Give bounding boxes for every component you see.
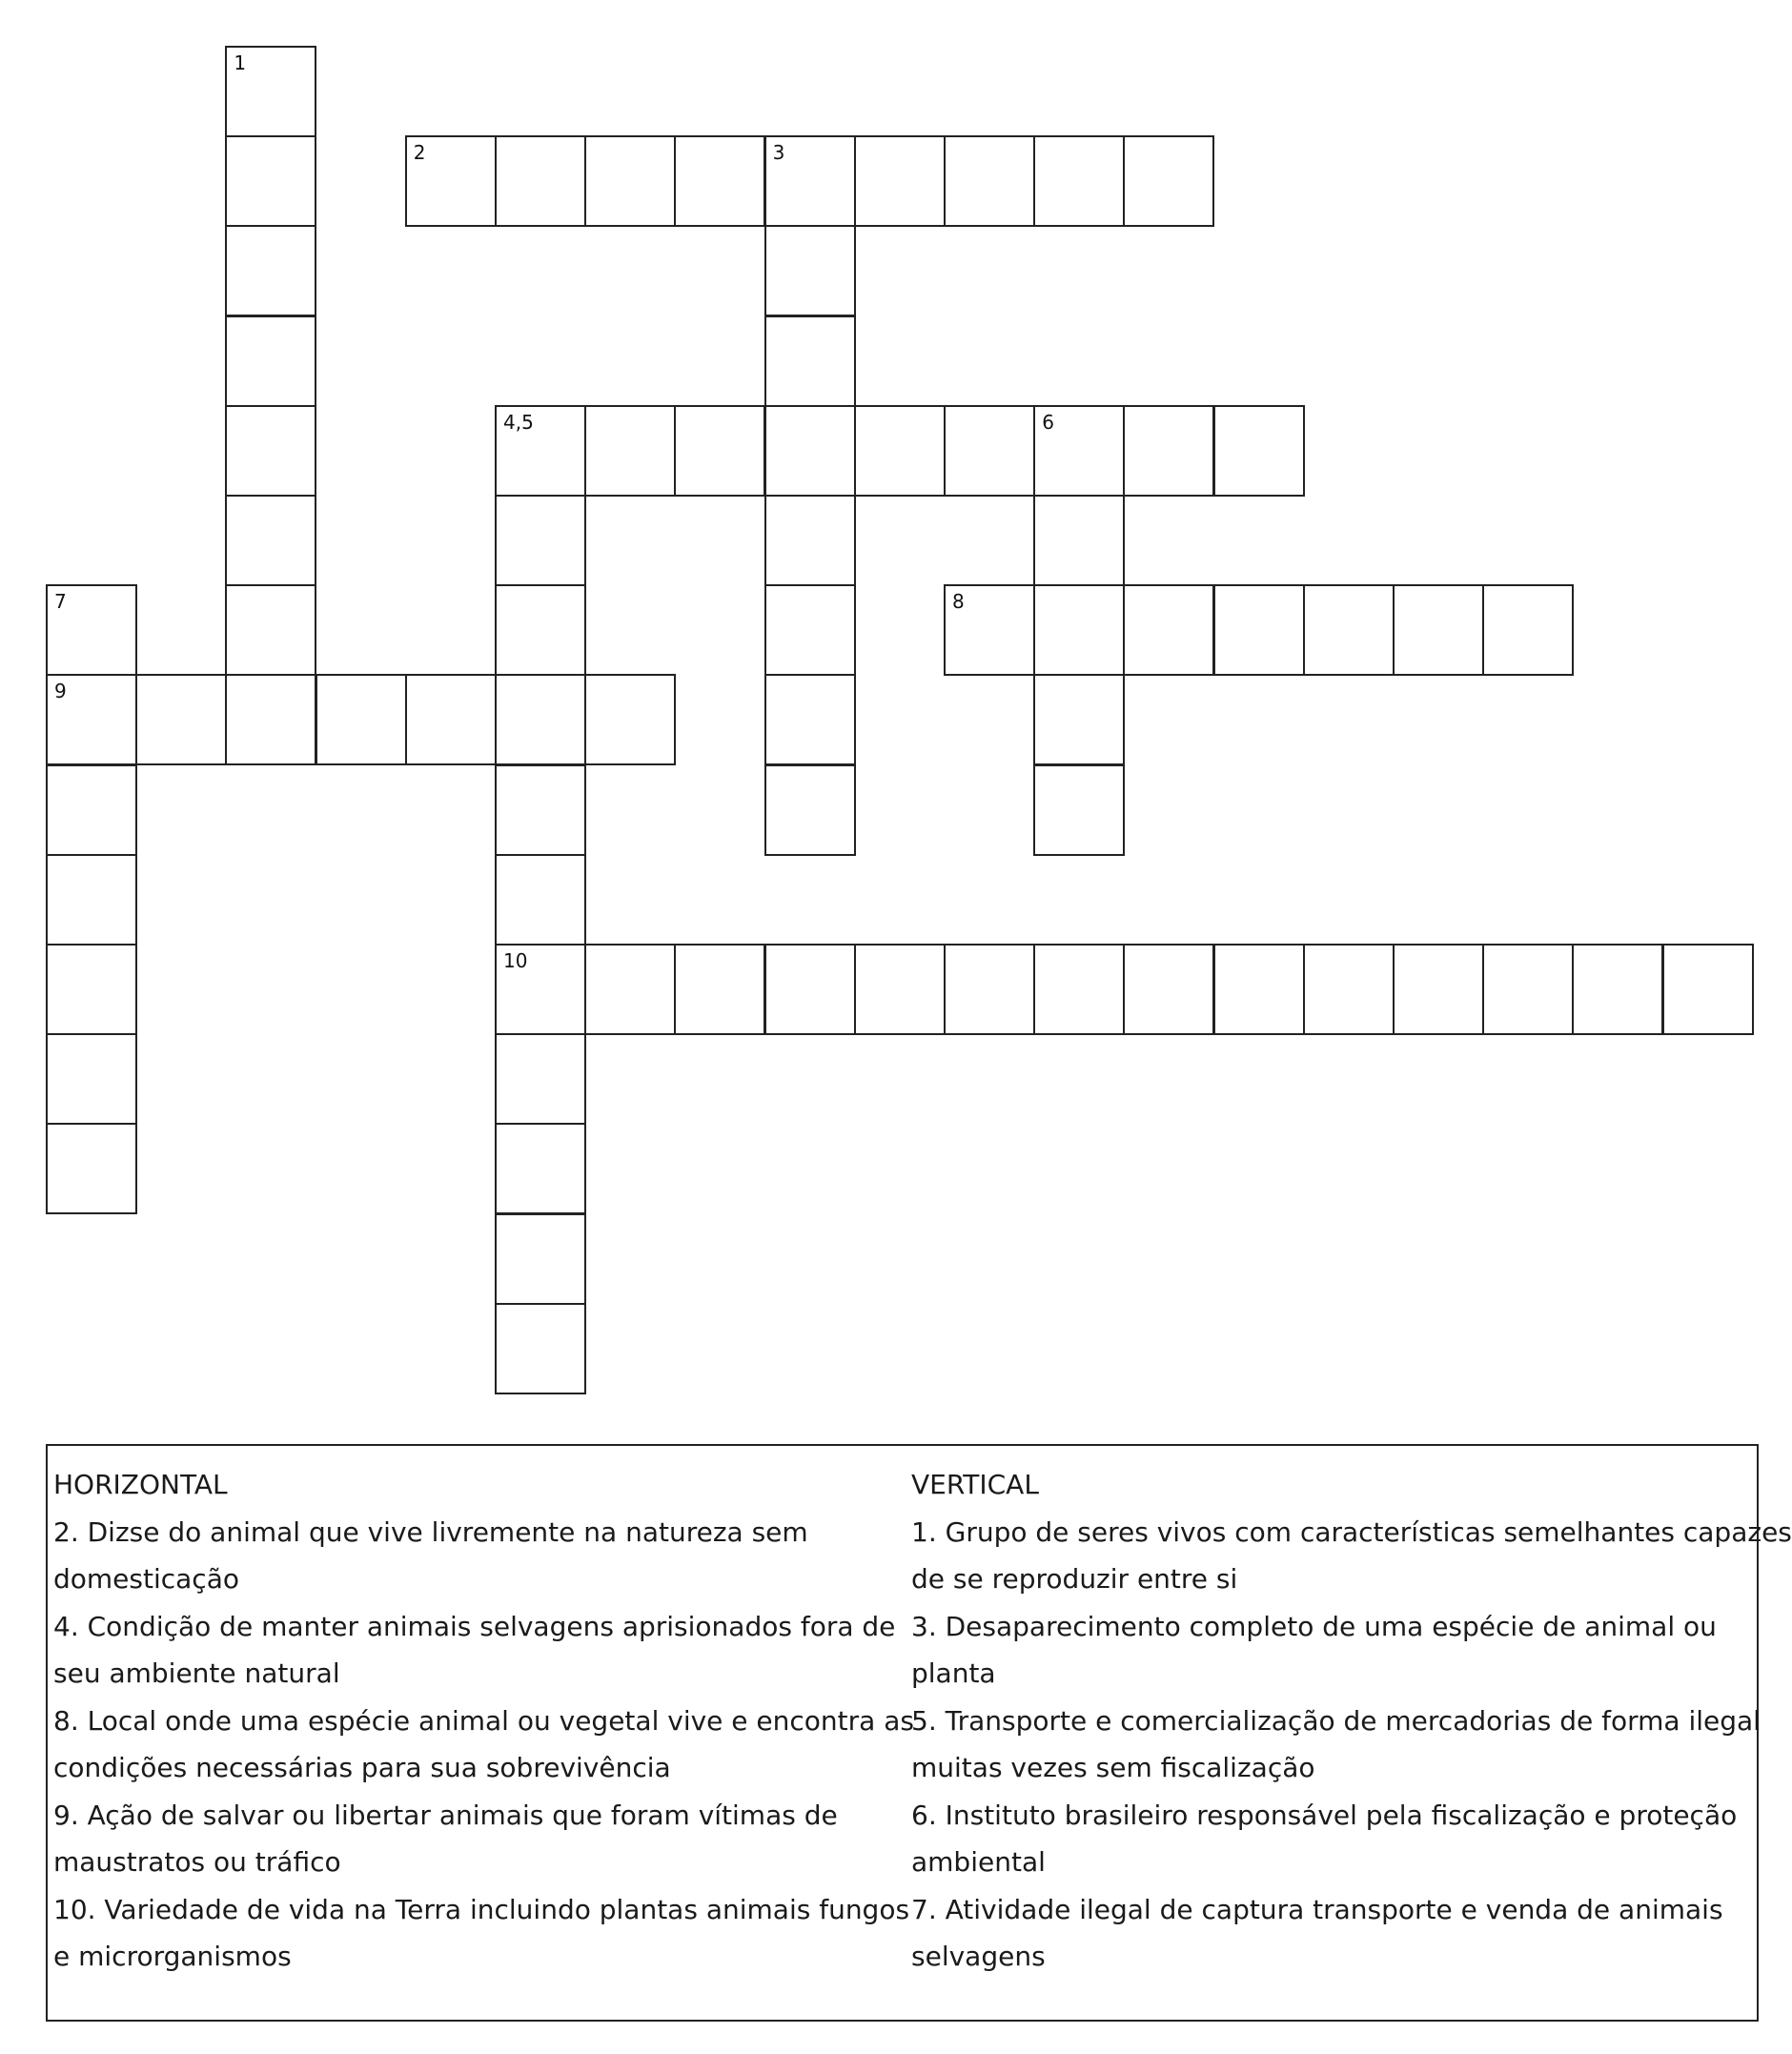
crossword-cell[interactable] xyxy=(1393,944,1484,1035)
crossword-cell[interactable] xyxy=(495,854,586,946)
crossword-cell[interactable] xyxy=(854,944,946,1035)
crossword-cell[interactable] xyxy=(1482,584,1574,676)
crossword-cell[interactable] xyxy=(764,944,856,1035)
clues-box xyxy=(46,1444,1792,2022)
crossword-cell[interactable] xyxy=(1393,584,1484,676)
clue-number: 8 xyxy=(952,590,965,614)
crossword-cell[interactable] xyxy=(225,495,316,586)
crossword-cell[interactable] xyxy=(1662,944,1754,1035)
crossword-cell[interactable] xyxy=(584,405,676,497)
crossword-cell[interactable] xyxy=(46,674,137,765)
crossword-cell[interactable] xyxy=(1213,944,1305,1035)
crossword-cell[interactable] xyxy=(764,135,856,227)
crossword-cell[interactable] xyxy=(1033,405,1125,497)
crossword-cell[interactable] xyxy=(764,584,856,676)
clue-number: 6 xyxy=(1042,410,1054,434)
crossword-cell[interactable] xyxy=(764,674,856,765)
crossword-cell[interactable] xyxy=(495,764,586,856)
clue-number: 2 xyxy=(413,141,426,165)
crossword-cell[interactable] xyxy=(1123,135,1214,227)
crossword-cell[interactable] xyxy=(495,584,586,676)
clue-number: 4,5 xyxy=(503,410,534,434)
clue-line: 1. Grupo de seres vivos com características semelhantes capazes xyxy=(911,1515,1792,1548)
crossword-cell[interactable] xyxy=(46,854,137,946)
crossword-cell[interactable] xyxy=(316,674,407,765)
horizontal-clues xyxy=(53,1461,914,1981)
clue-number: 9 xyxy=(54,680,67,703)
crossword-cell[interactable] xyxy=(225,46,316,137)
crossword-cell[interactable] xyxy=(1572,944,1663,1035)
clue-line: 5. Transporte e comercialização de mercadorias de forma ilegal xyxy=(911,1704,1761,1737)
crossword-cell[interactable] xyxy=(764,764,856,856)
crossword-cell[interactable] xyxy=(1033,674,1125,765)
crossword-cell[interactable] xyxy=(854,135,946,227)
crossword-cell[interactable] xyxy=(495,405,586,497)
crossword-cell[interactable] xyxy=(764,495,856,586)
clue-line: e microrganismos xyxy=(53,1941,292,1972)
crossword-cell[interactable] xyxy=(495,1123,586,1214)
crossword-cell[interactable] xyxy=(764,225,856,316)
crossword-cell[interactable] xyxy=(674,135,765,227)
clue-number: 3 xyxy=(772,141,785,165)
crossword-cell[interactable] xyxy=(225,225,316,316)
clue-line: 9. Ação de salvar ou libertar animais que foram vítimas de xyxy=(53,1799,838,1831)
crossword-cell[interactable] xyxy=(764,405,856,497)
crossword-cell[interactable] xyxy=(944,944,1035,1035)
crossword-cell[interactable] xyxy=(495,944,586,1035)
crossword-cell[interactable] xyxy=(405,674,497,765)
clue-line: 4. Condição de manter animais selvagens aprisionados fora de xyxy=(53,1610,896,1642)
clue-line: planta xyxy=(911,1657,996,1689)
clue-number: 7 xyxy=(54,590,67,614)
crossword-cell[interactable] xyxy=(46,1123,137,1214)
crossword-cell[interactable] xyxy=(225,315,316,407)
crossword-cell[interactable] xyxy=(225,135,316,227)
crossword-cell[interactable] xyxy=(584,135,676,227)
clue-line: muitas vezes sem fiscalização xyxy=(911,1752,1315,1783)
crossword-cell[interactable] xyxy=(495,1213,586,1305)
crossword-cell[interactable] xyxy=(944,584,1035,676)
clue-line: 7. Atividade ilegal de captura transporte e venda de animais xyxy=(911,1893,1723,1925)
crossword-cell[interactable] xyxy=(584,944,676,1035)
crossword-cell[interactable] xyxy=(1213,584,1305,676)
clue-line: de se reproduzir entre si xyxy=(911,1563,1238,1595)
crossword-cell[interactable] xyxy=(495,135,586,227)
vertical-heading: VERTICAL xyxy=(911,1469,1039,1500)
crossword-cell[interactable] xyxy=(584,674,676,765)
clue-line: 10. Variedade de vida na Terra incluindo plantas animais fungos xyxy=(53,1893,910,1925)
crossword-cell[interactable] xyxy=(944,405,1035,497)
clue-number: 1 xyxy=(234,51,247,74)
clue-line: 8. Local onde uma espécie animal ou vegetal vive e encontra as xyxy=(53,1704,914,1737)
crossword-cell[interactable] xyxy=(854,405,946,497)
crossword-cell[interactable] xyxy=(764,315,856,407)
crossword-cell[interactable] xyxy=(944,135,1035,227)
crossword-cell[interactable] xyxy=(405,135,497,227)
clue-number: 10 xyxy=(503,949,528,972)
clue-line: condições necessárias para sua sobrevivência xyxy=(53,1752,671,1783)
crossword-cell[interactable] xyxy=(46,584,137,676)
crossword-cell[interactable] xyxy=(225,584,316,676)
crossword-cell[interactable] xyxy=(135,674,227,765)
crossword-cell[interactable] xyxy=(495,1303,586,1394)
crossword-cell[interactable] xyxy=(1033,764,1125,856)
crossword-cell[interactable] xyxy=(1033,495,1125,586)
clue-line: 2. Dizse do animal que vive livremente na natureza sem xyxy=(53,1515,808,1548)
clue-line: ambiental xyxy=(911,1846,1046,1878)
crossword-cell[interactable] xyxy=(495,1033,586,1125)
clue-line: domesticação xyxy=(53,1563,239,1595)
clue-line: 6. Instituto brasileiro responsável pela fiscalização e proteção xyxy=(911,1799,1738,1831)
crossword-cell[interactable] xyxy=(1033,944,1125,1035)
crossword-cell[interactable] xyxy=(1033,584,1125,676)
crossword-cell[interactable] xyxy=(1303,584,1395,676)
vertical-clues xyxy=(911,1461,1792,1981)
crossword-cell[interactable] xyxy=(1123,944,1214,1035)
clue-line: maustratos ou tráfico xyxy=(53,1846,341,1878)
clue-line: selvagens xyxy=(911,1941,1046,1972)
horizontal-heading: HORIZONTAL xyxy=(53,1469,228,1500)
crossword-cell[interactable] xyxy=(225,674,316,765)
crossword-cell[interactable] xyxy=(1123,584,1214,676)
crossword-cell[interactable] xyxy=(495,674,586,765)
crossword-cell[interactable] xyxy=(46,944,137,1035)
crossword-cell[interactable] xyxy=(674,405,765,497)
crossword-cell[interactable] xyxy=(1482,944,1574,1035)
crossword-cell[interactable] xyxy=(1303,944,1395,1035)
crossword-cell[interactable] xyxy=(46,764,137,856)
crossword-cell[interactable] xyxy=(1033,135,1125,227)
crossword-cell[interactable] xyxy=(1123,405,1214,497)
crossword-cell[interactable] xyxy=(1213,405,1305,497)
clue-line: 3. Desaparecimento completo de uma espécie de animal ou xyxy=(911,1610,1717,1642)
crossword-cell[interactable] xyxy=(225,405,316,497)
crossword-cell[interactable] xyxy=(674,944,765,1035)
crossword-cell[interactable] xyxy=(495,495,586,586)
crossword-cell[interactable] xyxy=(46,1033,137,1125)
clue-line: seu ambiente natural xyxy=(53,1657,340,1689)
